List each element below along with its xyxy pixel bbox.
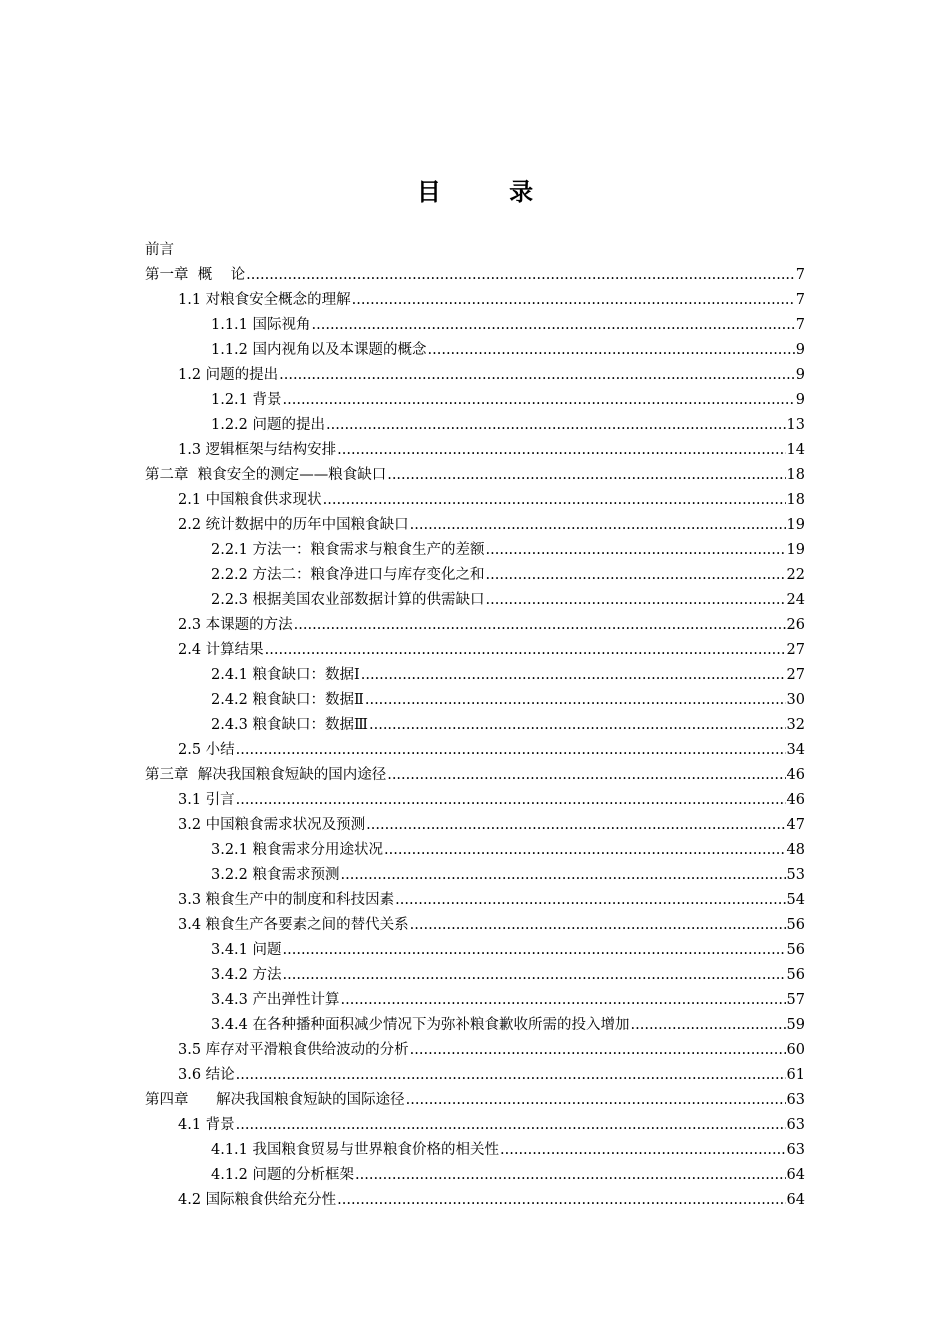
toc-entry-page: 63 <box>786 1092 805 1108</box>
toc-entry[interactable] <box>0 313 950 338</box>
toc-entry[interactable] <box>0 588 950 613</box>
toc-dot-leader <box>410 513 786 538</box>
toc-entry-label: 第一章 概 论 <box>145 267 246 283</box>
toc-entry-label: 4.1.1 我国粮食贸易与世界粮食价格的相关性 <box>211 1142 500 1158</box>
toc-entry-label: 3.6 结论 <box>178 1067 235 1083</box>
toc-dot-leader <box>283 388 795 413</box>
toc-entry[interactable] <box>0 238 950 263</box>
toc-entry-label: 1.3 逻辑框架与结构安排 <box>178 442 337 458</box>
toc-entry-label: 1.2.2 问题的提出 <box>211 417 326 433</box>
toc-entry-page: 53 <box>786 867 805 883</box>
toc-dot-leader <box>337 438 785 463</box>
toc-entry-page: 48 <box>786 842 805 858</box>
toc-entry-label: 1.2.1 背景 <box>211 392 282 408</box>
toc-entry-label: 2.2.1 方法一：粮食需求与粮食生产的差额 <box>211 542 485 558</box>
toc-entry-label: 1.1 对粮食安全概念的理解 <box>178 292 351 308</box>
toc-entry[interactable] <box>0 663 950 688</box>
toc-entry-page: 63 <box>786 1142 805 1158</box>
toc-entry[interactable] <box>0 688 950 713</box>
toc-entry-page: 63 <box>786 1117 805 1133</box>
toc-entry-page: 9 <box>795 342 805 358</box>
toc-entry-label: 4.1 背景 <box>178 1117 235 1133</box>
toc-dot-leader <box>355 1163 786 1188</box>
toc-entry-page: 7 <box>795 267 805 283</box>
toc-entry-page: 61 <box>786 1067 805 1083</box>
toc-entry-page: 47 <box>786 817 805 833</box>
toc-dot-leader <box>341 988 786 1013</box>
toc-entry-label: 3.5 库存对平滑粮食供给波动的分析 <box>178 1042 409 1058</box>
toc-entry-label: 2.2.3 根据美国农业部数据计算的供需缺口 <box>211 592 485 608</box>
toc-entry[interactable] <box>0 738 950 763</box>
toc-entry[interactable] <box>0 288 950 313</box>
toc-entry[interactable] <box>0 938 950 963</box>
toc-entry[interactable] <box>0 638 950 663</box>
toc-dot-leader <box>236 1063 786 1088</box>
toc-entry[interactable] <box>0 513 950 538</box>
toc-dot-leader <box>265 638 786 663</box>
toc-entry-label: 3.2.2 粮食需求预测 <box>211 867 340 883</box>
toc-dot-leader <box>365 688 786 713</box>
toc-entry-label: 4.1.2 问题的分析框架 <box>211 1167 355 1183</box>
toc-entry-label: 3.4.3 产出弹性计算 <box>211 992 340 1008</box>
toc-entry[interactable] <box>0 888 950 913</box>
toc-entry-label: 3.2 中国粮食需求状况及预测 <box>178 817 366 833</box>
toc-dot-leader <box>428 338 795 363</box>
toc-entry[interactable] <box>0 1063 950 1088</box>
toc-entry-page: 18 <box>786 492 805 508</box>
toc-entry-page: 32 <box>786 717 805 733</box>
toc-entry[interactable] <box>0 713 950 738</box>
toc-dot-leader <box>366 813 785 838</box>
toc-entry[interactable] <box>0 1038 950 1063</box>
toc-entry-label: 2.4.2 粮食缺口：数据Ⅱ <box>211 692 364 708</box>
toc-entry-label: 2.3 本课题的方法 <box>178 617 293 633</box>
toc-dot-leader <box>279 363 795 388</box>
toc-entry-label: 3.4.1 问题 <box>211 942 282 958</box>
toc-entry-label: 2.4.3 粮食缺口：数据Ⅲ <box>211 717 368 733</box>
toc-dot-leader <box>361 663 786 688</box>
toc-entry[interactable] <box>0 438 950 463</box>
toc-entry[interactable] <box>0 1013 950 1038</box>
toc-entry-page: 56 <box>786 967 805 983</box>
toc-entry-page: 30 <box>786 692 805 708</box>
toc-dot-leader <box>236 788 786 813</box>
toc-entry-label: 1.2 问题的提出 <box>178 367 279 383</box>
toc-dot-leader <box>326 413 786 438</box>
toc-entry-page: 9 <box>795 367 805 383</box>
toc-entry-page: 59 <box>786 1017 805 1033</box>
toc-entry-page: 22 <box>786 567 805 583</box>
toc-dot-leader <box>312 313 795 338</box>
toc-entry-label: 3.4 粮食生产各要素之间的替代关系 <box>178 917 409 933</box>
toc-entry-label: 前言 <box>145 242 174 258</box>
toc-entry-page: 64 <box>786 1192 805 1208</box>
toc-entry-label: 4.2 国际粮食供给充分性 <box>178 1192 337 1208</box>
toc-entry[interactable] <box>0 1088 950 1113</box>
toc-entry-page: 19 <box>786 542 805 558</box>
toc-entry-label: 2.1 中国粮食供求现状 <box>178 492 322 508</box>
toc-entry-label: 3.1 引言 <box>178 792 235 808</box>
toc-dot-leader <box>352 288 795 313</box>
toc-entry-page: 19 <box>786 517 805 533</box>
toc-entry[interactable] <box>0 388 950 413</box>
toc-entry-page: 60 <box>786 1042 805 1058</box>
toc-entry-label: 1.1.1 国际视角 <box>211 317 311 333</box>
toc-entry[interactable] <box>0 988 950 1013</box>
toc-entry-page: 27 <box>786 642 805 658</box>
toc-entry-label: 2.4.1 粮食缺口：数据Ⅰ <box>211 667 360 683</box>
toc-dot-leader <box>341 863 786 888</box>
toc-dot-leader <box>395 888 785 913</box>
toc-entry[interactable] <box>0 488 950 513</box>
toc-dot-leader <box>486 563 786 588</box>
toc-entry-label: 3.4.2 方法 <box>211 967 282 983</box>
toc-entry-page: 46 <box>786 792 805 808</box>
toc-dot-leader <box>500 1138 786 1163</box>
toc-dot-leader <box>486 588 786 613</box>
toc-entry-page: 14 <box>786 442 805 458</box>
toc-dot-leader <box>323 488 786 513</box>
toc-dot-leader <box>294 613 786 638</box>
toc-dot-leader <box>631 1013 786 1038</box>
toc-entry[interactable] <box>0 838 950 863</box>
toc-entry-page: 13 <box>786 417 805 433</box>
toc-entry-page: 46 <box>786 767 805 783</box>
toc-entry-page: 54 <box>786 892 805 908</box>
toc-dot-leader <box>369 713 786 738</box>
toc-dot-leader <box>486 538 786 563</box>
toc-entry-page: 57 <box>786 992 805 1008</box>
toc-entry-label: 1.1.2 国内视角以及本课题的概念 <box>211 342 427 358</box>
toc-entry[interactable] <box>0 363 950 388</box>
toc-dot-leader <box>406 1088 786 1113</box>
toc-dot-leader <box>246 263 795 288</box>
toc-entry[interactable] <box>0 813 950 838</box>
toc-entry-label: 2.2.2 方法二：粮食净进口与库存变化之和 <box>211 567 485 583</box>
toc-dot-leader <box>387 763 785 788</box>
toc-entry[interactable] <box>0 613 950 638</box>
toc-entry-page: 7 <box>795 317 805 333</box>
toc-entry-label: 3.3 粮食生产中的制度和科技因素 <box>178 892 395 908</box>
toc-dot-leader <box>384 838 786 863</box>
toc-dot-leader <box>283 963 786 988</box>
toc-dot-leader <box>337 1188 785 1213</box>
toc-entry-page: 26 <box>786 617 805 633</box>
toc-entry[interactable] <box>0 1138 950 1163</box>
toc-dot-leader <box>236 738 786 763</box>
toc-entry-label: 3.4.4 在各种播种面积减少情况下为弥补粮食歉收所需的投入增加 <box>211 1017 630 1033</box>
toc-entry[interactable] <box>0 788 950 813</box>
toc-entry-page: 56 <box>786 917 805 933</box>
toc-dot-leader <box>236 1113 786 1138</box>
toc-entry[interactable] <box>0 863 950 888</box>
toc-entry-label: 第四章 解决我国粮食短缺的国际途径 <box>145 1092 405 1108</box>
toc-entry[interactable] <box>0 1163 950 1188</box>
toc-entry[interactable] <box>0 1113 950 1138</box>
toc-entry[interactable] <box>0 563 950 588</box>
toc-entry-label: 2.4 计算结果 <box>178 642 264 658</box>
table-of-contents <box>0 238 950 1213</box>
toc-entry[interactable] <box>0 913 950 938</box>
toc-entry[interactable] <box>0 538 950 563</box>
toc-entry-label: 第二章 粮食安全的测定——粮食缺口 <box>145 467 387 483</box>
toc-entry-page: 27 <box>786 667 805 683</box>
toc-dot-leader <box>410 1038 786 1063</box>
toc-dot-leader <box>387 463 785 488</box>
toc-entry-label: 2.2 统计数据中的历年中国粮食缺口 <box>178 517 409 533</box>
toc-entry-label: 第三章 解决我国粮食短缺的国内途径 <box>145 767 387 783</box>
toc-entry-page: 34 <box>786 742 805 758</box>
toc-entry-page: 24 <box>786 592 805 608</box>
toc-entry[interactable] <box>0 963 950 988</box>
toc-entry[interactable] <box>0 763 950 788</box>
toc-entry[interactable] <box>0 338 950 363</box>
toc-entry[interactable] <box>0 263 950 288</box>
toc-entry-label: 3.2.1 粮食需求分用途状况 <box>211 842 384 858</box>
toc-title: 目 录 <box>416 177 564 206</box>
toc-dot-leader <box>283 938 786 963</box>
toc-entry[interactable] <box>0 463 950 488</box>
toc-dot-leader <box>410 913 786 938</box>
toc-entry[interactable] <box>0 1188 950 1213</box>
toc-entry-page: 9 <box>795 392 805 408</box>
toc-entry-page: 7 <box>795 292 805 308</box>
toc-entry-page: 18 <box>786 467 805 483</box>
toc-entry-page: 56 <box>786 942 805 958</box>
toc-entry-page: 64 <box>786 1167 805 1183</box>
toc-entry[interactable] <box>0 413 950 438</box>
toc-entry-label: 2.5 小结 <box>178 742 235 758</box>
